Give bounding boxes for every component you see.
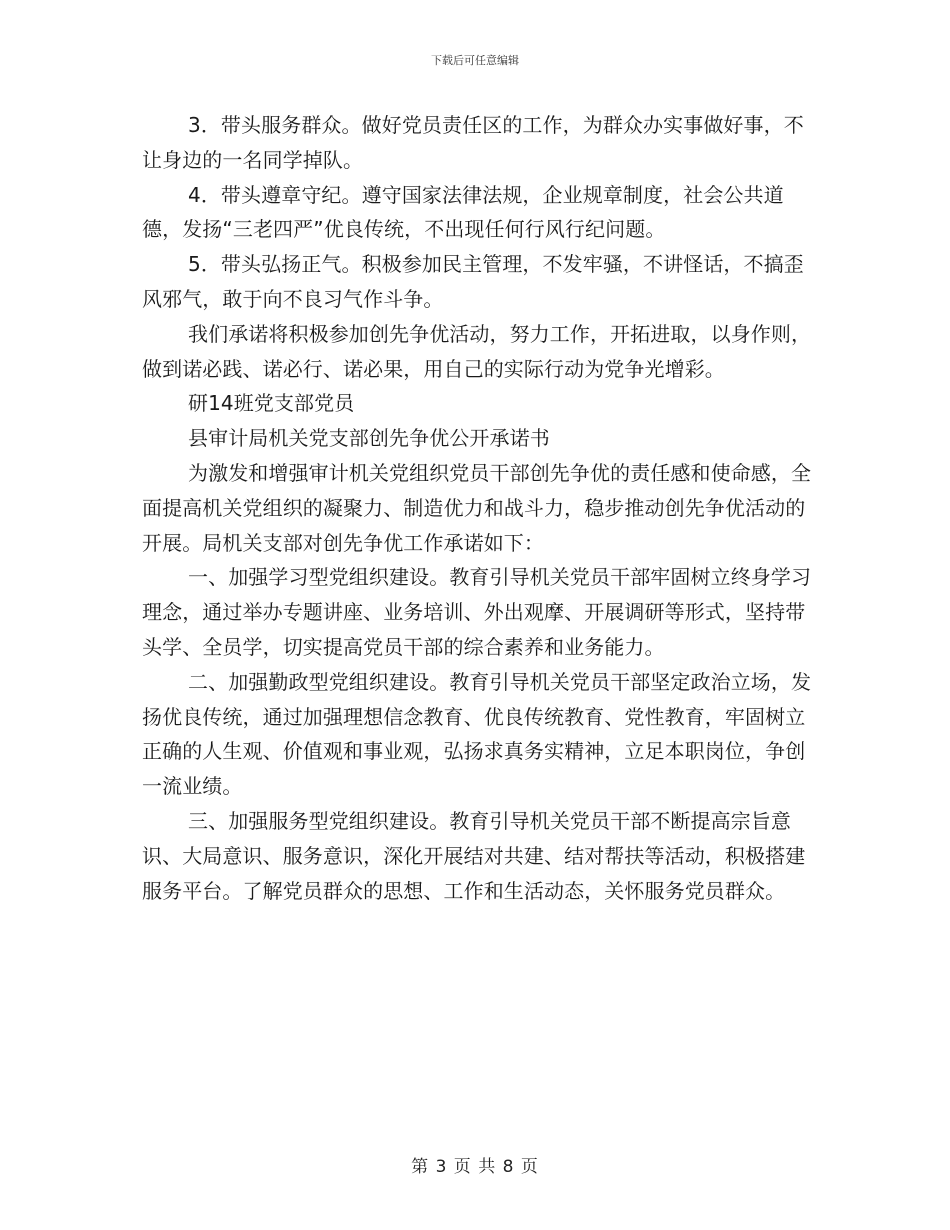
- page-number-footer: 第 3 页 共 8 页: [411, 1157, 539, 1177]
- document-body: [142, 108, 818, 908]
- document-title: 县审计局机关党支部创先争优公开承诺书: [188, 426, 550, 451]
- paragraph-item-5: 5．带头弘扬正气。积极参加民主管理，不发牢骚，不讲怪话，不搞歪风邪气，敢于向不良习气作斗争。: [142, 252, 804, 311]
- paragraph-section-3: 三、加强服务型党组织建设。教育引导机关党员干部不断提高宗旨意识、大局意识、服务意识，深化开展结对共建、结对帮扶等活动，积极搭建服务平台。了解党员群众的思想、工作和生活动态，关怀服务党员群众。: [142, 808, 806, 903]
- paragraph-intro: 为激发和增强审计机关党组织党员干部创先争优的责任感和使命感，全面提高机关党组织的凝聚力、制造优力和战斗力，稳步推动创先争优活动的开展。局机关支部对创先争优工作承诺如下：: [142, 460, 812, 555]
- paragraph-section-1: 一、加强学习型党组织建设。教育引导机关党员干部牢固树立终身学习理念，通过举办专题讲座、业务培训、外出观摩、开展调研等形式，坚持带头学、全员学，切实提高党员干部的综合素养和业务能力。: [142, 565, 812, 659]
- paragraph-section-2: 二、加强勤政型党组织建设。教育引导机关党员干部坚定政治立场，发扬优良传统，通过加强理想信念教育、优良传统教育、党性教育，牢固树立正确的人生观、价值观和事业观，弘扬求真务实精神，立足本职岗位，争创一流业绩。: [142, 669, 812, 799]
- paragraph-commitment: 我们承诺将积极参加创先争优活动，努力工作，开拓进取，以身作则，做到诺必践、诺必行、诺必果，用自己的实际行动为党争光增彩。: [142, 321, 812, 381]
- paragraph-item-3: 3．带头服务群众。做好党员责任区的工作，为群众办实事做好事，不让身边的一名同学掉队。: [142, 113, 804, 172]
- paragraph-item-4: 4．带头遵章守纪。遵守国家法律法规，企业规章制度，社会公共道德，发扬“三老四严”优良传统，不出现任何行风行纪问题。: [142, 182, 784, 242]
- paragraph-signature: 研14班党支部党员: [188, 391, 355, 416]
- page-header: 下载后可任意编辑: [431, 54, 519, 67]
